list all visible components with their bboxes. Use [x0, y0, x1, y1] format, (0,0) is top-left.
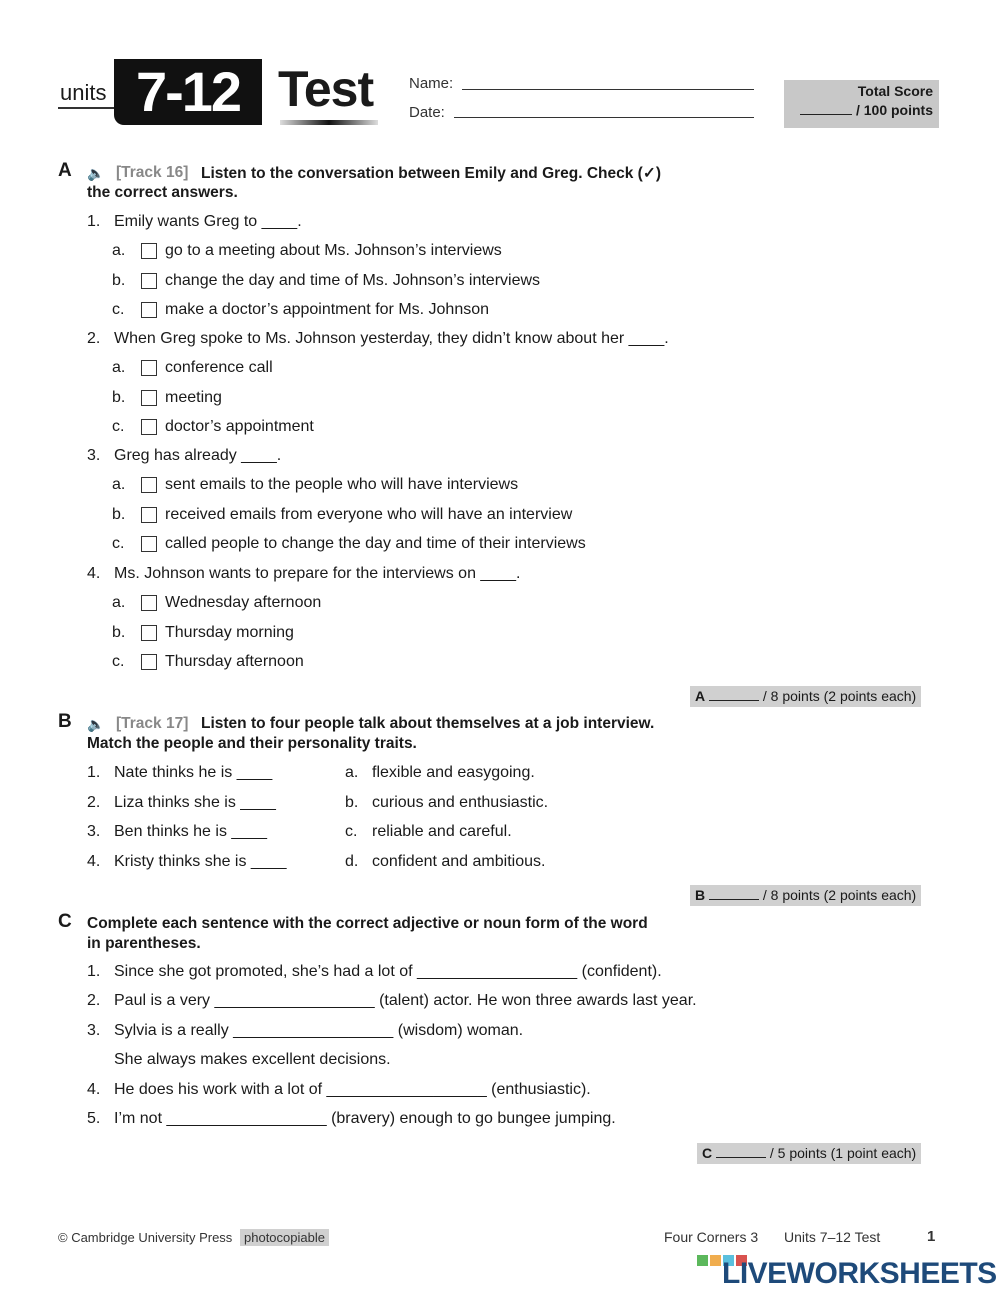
- option-letter: a.: [112, 476, 126, 493]
- total-points-label: / 100 points: [855, 102, 933, 118]
- score-letter: B: [695, 887, 706, 903]
- question-number: 2.: [87, 330, 101, 347]
- section-instruction-cont: in parentheses.: [87, 935, 201, 952]
- title-underline: [280, 120, 378, 125]
- person-number: 2.: [87, 794, 101, 811]
- person-statement: Kristy thinks she is ____: [114, 853, 287, 870]
- test-name: Units 7–12 Test: [784, 1229, 881, 1245]
- item-number: 2.: [87, 992, 101, 1009]
- track-label: [Track 16]: [116, 164, 189, 181]
- book-title: Four Corners 3: [664, 1229, 759, 1245]
- item-sentence[interactable]: Since she got promoted, she’s had a lot of __________________ (confident).: [114, 963, 662, 980]
- trait-letter: d.: [345, 853, 359, 870]
- item-sentence[interactable]: She always makes excellent decisions.: [114, 1051, 391, 1068]
- option-text: received emails from everyone who will have an interview: [165, 505, 573, 523]
- option-text: make a doctor’s appointment for Ms. Johnson: [165, 301, 490, 318]
- option-checkbox[interactable]: [141, 390, 157, 406]
- section-instruction: Listen to the conversation between Emily and Greg. Check (✓): [201, 165, 661, 182]
- person-number: 1.: [87, 764, 101, 781]
- section-score-box: [690, 686, 921, 707]
- page-number: 1: [927, 1228, 936, 1245]
- option-letter: a.: [112, 242, 126, 259]
- section-instruction: Listen to four people talk about themselves at a job interview.: [201, 715, 655, 732]
- option-letter: c.: [112, 418, 125, 435]
- option-letter: c.: [112, 301, 125, 318]
- track-label: [Track 17]: [116, 715, 189, 732]
- option-letter: a.: [112, 359, 126, 376]
- total-score-field[interactable]: [800, 114, 852, 115]
- name-field[interactable]: [462, 89, 754, 90]
- person-number: 3.: [87, 823, 101, 840]
- trait-letter: a.: [345, 764, 359, 781]
- section-instruction: Complete each sentence with the correct adjective or noun form of the word: [87, 915, 648, 932]
- trait-text: flexible and easygoing.: [372, 764, 535, 781]
- option-text: go to a meeting about Ms. Johnson’s interviews: [165, 242, 502, 259]
- section-score-box: [690, 885, 921, 906]
- item-sentence[interactable]: Sylvia is a really __________________ (wisdom) woman.: [114, 1022, 524, 1039]
- trait-text: confident and ambitious.: [372, 853, 546, 870]
- option-letter: b.: [112, 271, 126, 289]
- option-text: meeting: [165, 388, 222, 406]
- section-letter: C: [58, 911, 72, 932]
- test-title: Test: [278, 61, 374, 117]
- trait-letter: c.: [345, 823, 358, 840]
- question-number: 1.: [87, 213, 101, 230]
- option-checkbox[interactable]: [141, 243, 157, 259]
- option-letter: c.: [112, 653, 125, 670]
- option-letter: b.: [112, 505, 126, 523]
- option-checkbox[interactable]: [141, 302, 157, 318]
- question-number: 4.: [87, 565, 101, 582]
- option-letter: b.: [112, 388, 126, 406]
- divider: [58, 107, 118, 109]
- item-sentence[interactable]: Paul is a very __________________ (talent) actor. He won three awards last year.: [114, 992, 697, 1009]
- section-score-box: [697, 1143, 921, 1164]
- unit-range-badge: 7-12: [114, 59, 262, 125]
- person-statement: Liza thinks she is ____: [114, 794, 276, 811]
- item-number: 4.: [87, 1081, 101, 1098]
- option-letter: b.: [112, 623, 126, 641]
- option-text: sent emails to the people who will have interviews: [165, 476, 519, 493]
- option-text: conference call: [165, 359, 273, 376]
- section-letter: A: [58, 160, 72, 181]
- option-text: called people to change the day and time of their interviews: [165, 535, 586, 552]
- item-sentence[interactable]: He does his work with a lot of __________________ (enthusiastic).: [114, 1081, 591, 1098]
- score-field[interactable]: [716, 1157, 766, 1158]
- option-text: Wednesday afternoon: [165, 594, 322, 611]
- item-number: 5.: [87, 1110, 101, 1127]
- question-text: Ms. Johnson wants to prepare for the interviews on ____.: [114, 565, 521, 582]
- option-checkbox[interactable]: [141, 477, 157, 493]
- question-text: Emily wants Greg to ____.: [114, 213, 302, 230]
- score-points: / 5 points (1 point each): [769, 1145, 917, 1161]
- liveworksheets-logo: [696, 1254, 997, 1291]
- person-statement: Nate thinks he is ____: [114, 764, 273, 781]
- score-letter: A: [695, 688, 706, 704]
- option-letter: c.: [112, 535, 125, 552]
- total-score-label: Total Score: [857, 83, 933, 99]
- option-text: doctor’s appointment: [165, 418, 314, 435]
- option-checkbox[interactable]: [141, 273, 157, 289]
- trait-text: curious and enthusiastic.: [372, 794, 549, 811]
- date-label: Date:: [409, 104, 445, 121]
- trait-text: reliable and careful.: [372, 823, 512, 840]
- score-points: / 8 points (2 points each): [762, 887, 917, 903]
- question-number: 3.: [87, 447, 101, 464]
- name-label: Name:: [409, 75, 454, 92]
- date-field[interactable]: [454, 117, 754, 118]
- option-checkbox[interactable]: [141, 536, 157, 552]
- item-sentence[interactable]: I’m not __________________ (bravery) enough to go bungee jumping.: [114, 1110, 616, 1127]
- option-checkbox[interactable]: [141, 507, 157, 523]
- question-text: When Greg spoke to Ms. Johnson yesterday, they didn’t know about her ____.: [114, 330, 669, 347]
- option-checkbox[interactable]: [141, 419, 157, 435]
- copyright: © Cambridge University Press: [58, 1230, 233, 1245]
- section-instruction-cont: Match the people and their personality traits.: [87, 735, 417, 752]
- score-letter: C: [702, 1145, 713, 1161]
- option-text: change the day and time of Ms. Johnson’s interviews: [165, 271, 541, 289]
- option-text: Thursday morning: [165, 623, 294, 641]
- score-field[interactable]: [709, 700, 759, 701]
- trait-letter: b.: [345, 794, 359, 811]
- person-number: 4.: [87, 853, 101, 870]
- logo-text: LIVEWORKSHEETS: [722, 1257, 997, 1290]
- score-points: / 8 points (2 points each): [762, 688, 917, 704]
- score-field[interactable]: [709, 899, 759, 900]
- option-checkbox[interactable]: [141, 625, 157, 641]
- speaker-icon[interactable]: 🔈: [87, 716, 105, 732]
- total-score-box: [784, 80, 939, 128]
- item-number: 3.: [87, 1022, 101, 1039]
- person-statement: Ben thinks he is ____: [114, 823, 267, 840]
- speaker-icon[interactable]: 🔈: [87, 165, 105, 181]
- section-instruction-cont: the correct answers.: [87, 184, 238, 201]
- photocopiable-label: photocopiable: [240, 1229, 329, 1246]
- option-checkbox[interactable]: [141, 654, 157, 670]
- option-text: Thursday afternoon: [165, 653, 304, 670]
- logo-icon: [696, 1254, 722, 1288]
- item-number: 1.: [87, 963, 101, 980]
- option-letter: a.: [112, 594, 126, 611]
- question-text: Greg has already ____.: [114, 447, 282, 464]
- section-letter: B: [58, 711, 72, 732]
- option-checkbox[interactable]: [141, 595, 157, 611]
- units-label: units: [60, 80, 107, 105]
- option-checkbox[interactable]: [141, 360, 157, 376]
